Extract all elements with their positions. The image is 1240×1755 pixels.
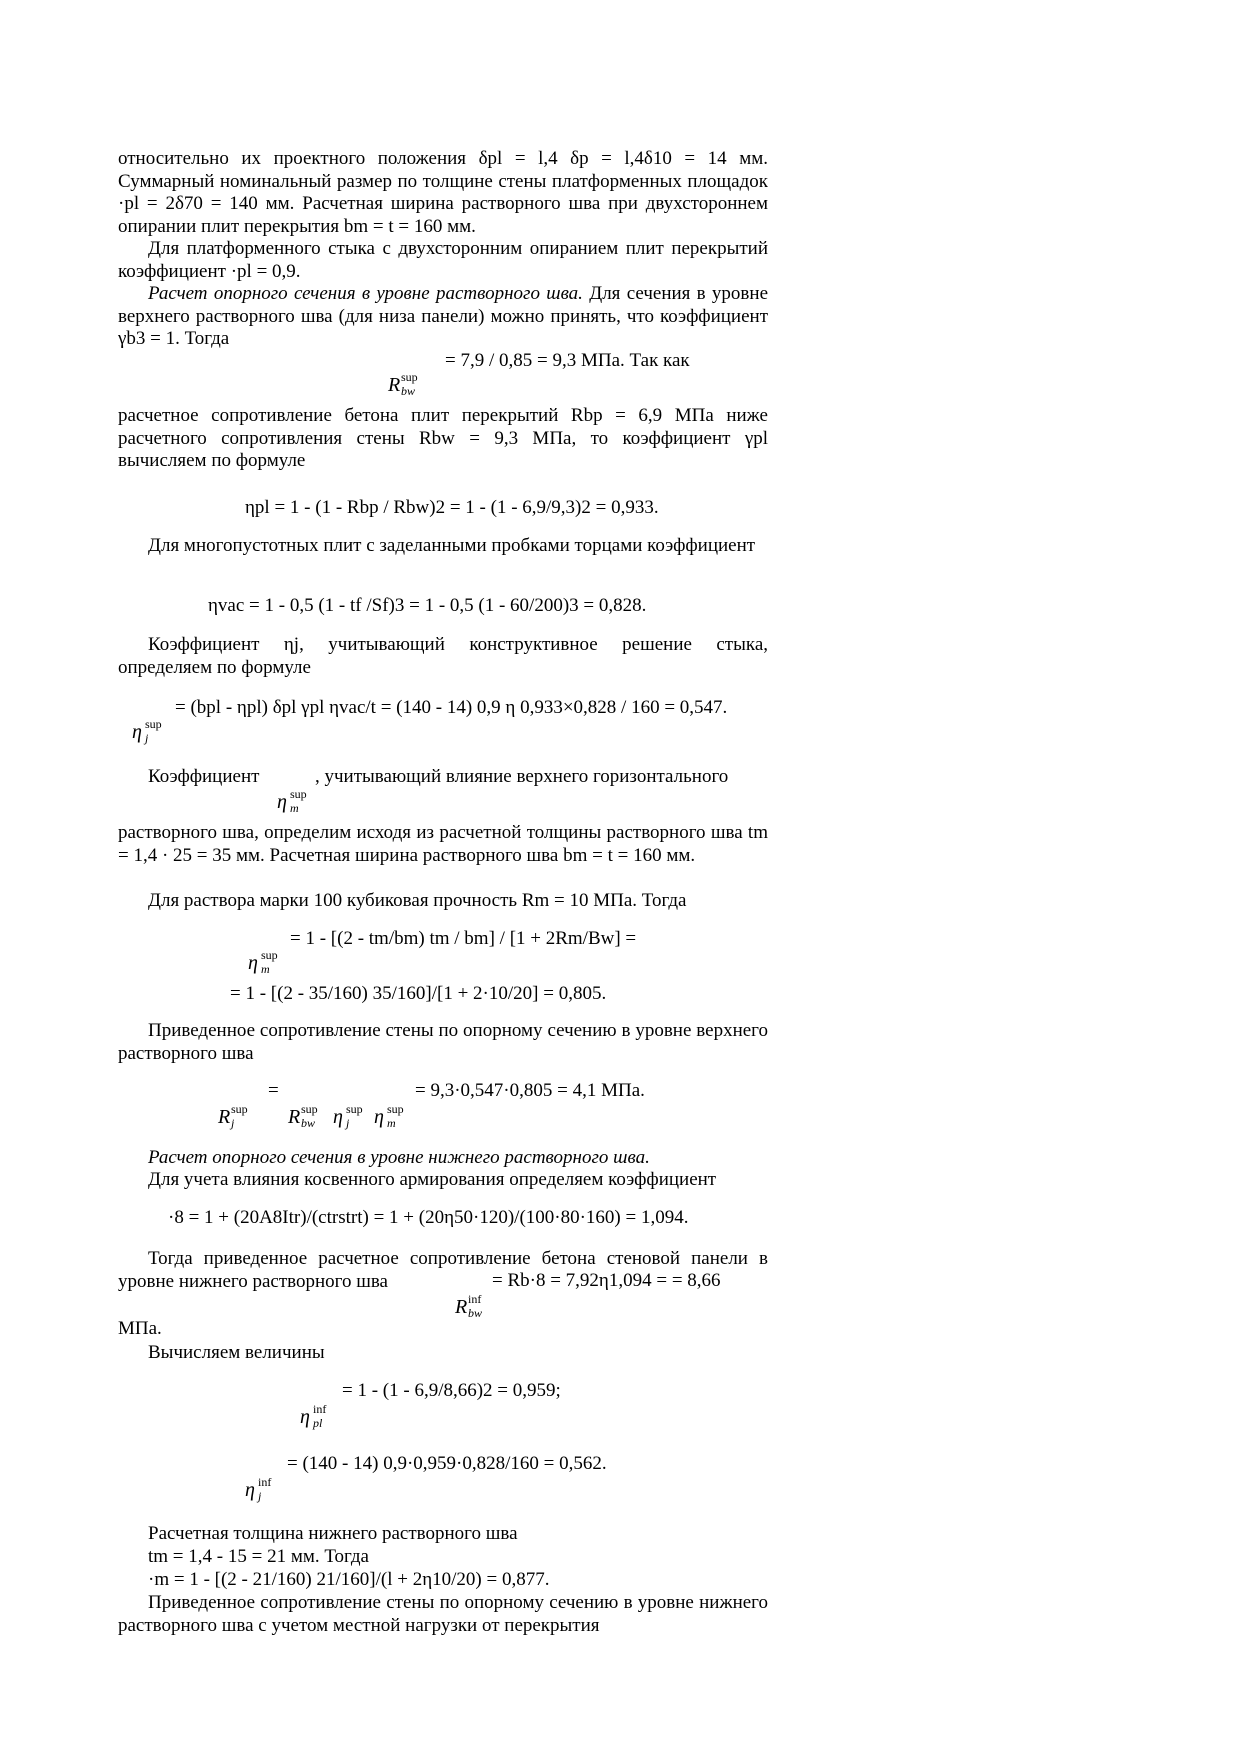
paragraph-13-end: МПа. xyxy=(118,1318,162,1339)
eta-j-sup-symbol-2: η sup j xyxy=(333,1102,363,1130)
paragraph-18: Приведенное сопротивление стены по опорному сечению в уровне нижнего растворного шва с учетом местной нагрузки от перекрытия xyxy=(118,1592,768,1636)
paragraph-10: Приведенное сопротивление стены по опорному сечению в уровне верхнего растворного шва xyxy=(118,1020,768,1064)
r-bw-sup-symbol-2: R sup bw xyxy=(288,1102,318,1130)
r-bw-sup-result: = 7,9 / 0,85 = 9,3 МПа. Так как xyxy=(445,350,690,371)
paragraph-3-text: Для сечения в уровне верхнего растворного шва (для низа панели) можно принять, что коэффициент γb3 = 1. Тогда xyxy=(118,283,769,349)
eta-pl-inf-symbol: η inf pl xyxy=(300,1402,327,1430)
formula-eta-j: = (bpl - ηpl) δpl γpl ηvac/t = (140 - 14) 0,9 η 0,933×0,828 / 160 = 0,547. xyxy=(175,697,728,718)
formula-eta-j-inf: = (140 - 14) 0,9·0,959·0,828/160 = 0,562. xyxy=(287,1453,607,1474)
eta-j-sup-symbol: η sup j xyxy=(132,717,162,745)
r-j-sup-symbol: R sup j xyxy=(218,1102,248,1130)
formula-eta-vac: ηvac = 1 - 0,5 (1 - tf /Sf)3 = 1 - 0,5 (1 - 60/200)3 = 0,828. xyxy=(208,595,647,616)
r-bw-sup-symbol: R sup bw xyxy=(388,370,418,398)
r-bw-inf-result: = Rb·8 = 7,92η1,094 = = 8,66 xyxy=(492,1270,721,1291)
formula-rj-equals: = xyxy=(268,1080,279,1101)
paragraph-8: растворного шва, определим исходя из расчетной толщины растворного шва tm = 1,4 · 25 = 35 мм. Расчетная ширина растворного шва bm = t = 160 мм. xyxy=(118,822,768,866)
formula-eta-m-line1: = 1 - [(2 - tm/bm) tm / bm] / [1 + 2Rm/Bw] = xyxy=(290,928,637,949)
section-heading-upper: Расчет опорного сечения в уровне растворного шва. xyxy=(148,283,583,304)
paragraph-6: Коэффициент ηj, учитывающий конструктивное решение стыка, определяем по формуле xyxy=(118,634,768,678)
eta-j-inf-symbol: η inf j xyxy=(245,1475,272,1503)
paragraph-12: Для учета влияния косвенного армирования определяем коэффициент xyxy=(148,1169,717,1190)
paragraph-16: tm = 1,4 - 15 = 21 мм. Тогда xyxy=(148,1546,369,1567)
paragraph-15: Расчетная толщина нижнего растворного шва xyxy=(148,1523,518,1544)
eta-m-sup-symbol-3: η sup m xyxy=(374,1102,404,1130)
paragraph-7-start: Коэффициент xyxy=(148,766,260,787)
formula-phi-8: ·8 = 1 + (20A8Itr)/(ctrstrt) = 1 + (20η50·120)/(100·80·160) = 1,094. xyxy=(168,1207,689,1228)
formula-eta-m-inf: ·m = 1 - [(2 - 21/160) 21/160]/(l + 2η10/20) = 0,877. xyxy=(148,1569,550,1590)
paragraph-2: Для платформенного стыка с двухсторонним опиранием плит перекрытий коэффициент ·pl = 0,9. xyxy=(118,238,768,282)
paragraph-9: Для раствора марки 100 кубиковая прочность Rm = 10 МПа. Тогда xyxy=(148,890,687,911)
formula-eta-pl-inf: = 1 - (1 - 6,9/8,66)2 = 0,959; xyxy=(342,1380,561,1401)
formula-eta-pl: ηpl = 1 - (1 - Rbp / Rbw)2 = 1 - (1 - 6,9/9,3)2 = 0,933. xyxy=(245,497,659,518)
formula-eta-m-line2: = 1 - [(2 - 35/160) 35/160]/[1 + 2·10/20] = 0,805. xyxy=(230,983,607,1004)
paragraph-13: Тогда приведенное расчетное сопротивление бетона стеновой панели в уровне нижнего растворного шва xyxy=(118,1248,768,1292)
paragraph-1: относительно их проектного положения δpl = l,4 δp = l,4δ10 = 14 мм. Суммарный номинальный размер по толщине стены платформенных площадок ·pl = 2δ70 = 140 мм. Расчетная ширина растворного шва при двухстороннем опирании плит перекрытия bm = t = 160 мм. xyxy=(118,148,768,237)
paragraph-3 xyxy=(118,283,768,351)
eta-m-sup-symbol: η sup m xyxy=(277,787,307,815)
eta-m-sup-symbol-2: η sup m xyxy=(248,948,278,976)
paragraph-4: расчетное сопротивление бетона плит перекрытий Rbp = 6,9 МПа ниже расчетного сопротивления стены Rbw = 9,3 МПа, то коэффициент γpl вычисляем по формуле xyxy=(118,405,768,471)
paragraph-5: Для многопустотных плит с заделанными пробками торцами коэффициент xyxy=(148,535,756,556)
r-bw-inf-symbol: R inf bw xyxy=(455,1292,483,1320)
paragraph-14: Вычисляем величины xyxy=(148,1342,325,1363)
section-heading-lower: Расчет опорного сечения в уровне нижнего растворного шва. xyxy=(148,1147,650,1168)
formula-rj-value: = 9,3·0,547·0,805 = 4,1 МПа. xyxy=(415,1080,645,1101)
paragraph-7-end: , учитывающий влияние верхнего горизонтального xyxy=(315,766,729,787)
